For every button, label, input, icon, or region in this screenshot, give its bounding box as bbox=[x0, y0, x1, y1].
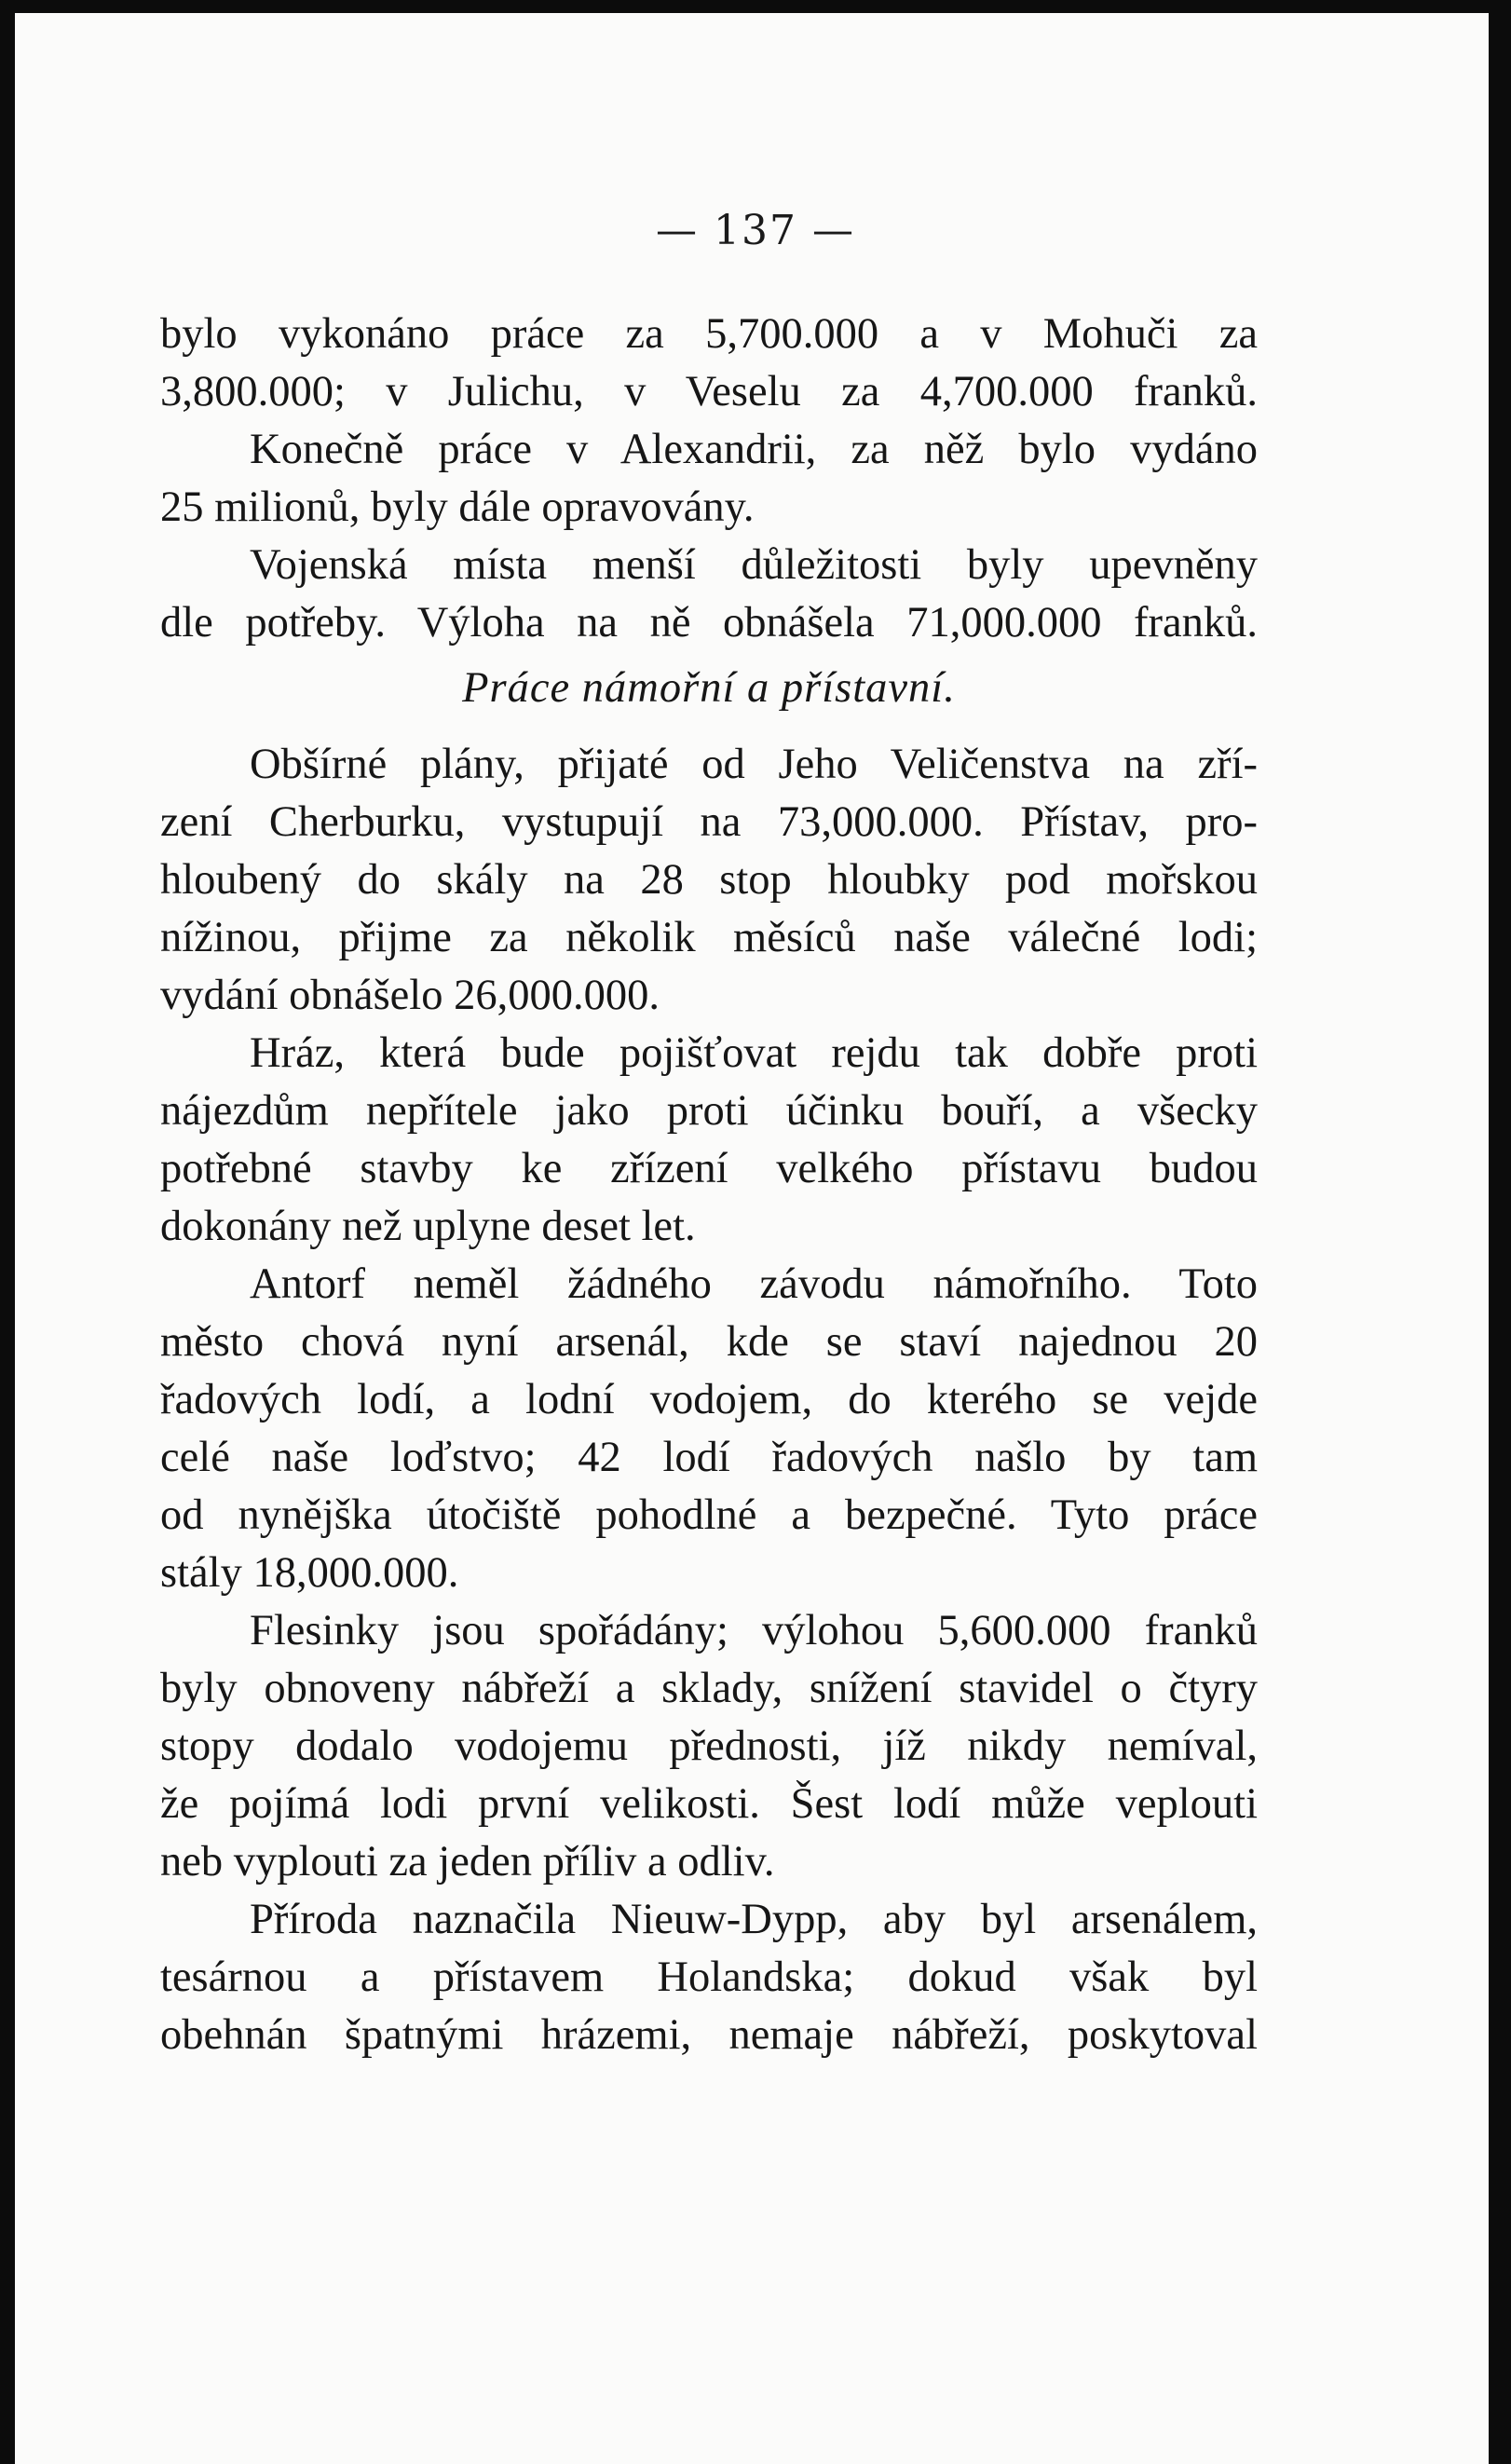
text-line: hloubený do skály na 28 stop hloubky pod mořskou bbox=[160, 856, 1258, 904]
text-line: řadových lodí, a lodní vodojem, do kterého se vejde bbox=[160, 1376, 1258, 1423]
section-heading: Práce námořní a přístavní. bbox=[462, 664, 956, 712]
scan-edge-top bbox=[0, 0, 1511, 13]
text-line: bylo vykonáno práce za 5,700.000 a v Mohuči za bbox=[160, 310, 1258, 358]
text-line: nížinou, přijme za několik měsíců naše válečné lodi; bbox=[160, 914, 1258, 961]
text-line: Příroda naznačila Nieuw-Dypp, aby byl arsenálem, bbox=[250, 1896, 1258, 1943]
text-line: od nynějška útočiště pohodlné a bezpečné. Tyto práce bbox=[160, 1491, 1258, 1539]
text-line: Flesinky jsou spořádány; výlohou 5,600.000 franků bbox=[250, 1607, 1258, 1654]
text-line: Antorf neměl žádného závodu námořního. Toto bbox=[250, 1260, 1258, 1308]
page-number: — 137 — bbox=[656, 207, 855, 254]
text-line: celé naše loďstvo; 42 lodí řadových našlo by tam bbox=[160, 1434, 1258, 1481]
text-line: zení Cherburku, vystupují na 73,000.000. Přístav, pro- bbox=[160, 798, 1258, 846]
text-line: Hráz, která bude pojišťovat rejdu tak dobře proti bbox=[250, 1029, 1258, 1077]
scan-edge-left bbox=[0, 0, 15, 2464]
text-line: Konečně práce v Alexandrii, za něž bylo vydáno bbox=[250, 426, 1258, 473]
text-line: dokonány než uplyne deset let. bbox=[160, 1203, 696, 1250]
text-line: že pojímá lodi první velikosti. Šest lodí může veplouti bbox=[160, 1780, 1258, 1828]
text-line: potřebné stavby ke zřízení velkého přístavu budou bbox=[160, 1145, 1258, 1192]
text-line: Obšírné plány, přijaté od Jeho Veličenstva na zří- bbox=[250, 741, 1258, 788]
text-line: byly obnoveny nábřeží a sklady, snížení stavidel o čtyry bbox=[160, 1665, 1258, 1712]
scan-edge-right bbox=[1489, 0, 1511, 2464]
text-line: neb vyplouti za jeden příliv a odliv. bbox=[160, 1838, 775, 1885]
text-line: stopy dodalo vodojemu přednosti, jíž nikdy nemíval, bbox=[160, 1722, 1258, 1770]
text-line: Vojenská místa menší důležitosti byly upevněny bbox=[250, 541, 1258, 589]
text-line: nájezdům nepřítele jako proti účinku bouří, a všecky bbox=[160, 1087, 1258, 1135]
body-text bbox=[160, 306, 1258, 2064]
text-line: 25 milionů, byly dále opravovány. bbox=[160, 483, 755, 531]
text-line: dle potřeby. Výloha na ně obnášela 71,000.000 franků. bbox=[160, 599, 1258, 647]
text-line: stály 18,000.000. bbox=[160, 1549, 459, 1597]
text-line: tesárnou a přístavem Holandska; dokud však byl bbox=[160, 1954, 1258, 2001]
text-line: město chová nyní arsenál, kde se staví najednou 20 bbox=[160, 1318, 1258, 1366]
text-line: 3,800.000; v Julichu, v Veselu za 4,700.000 franků. bbox=[160, 368, 1258, 415]
text-line: obehnán špatnými hrázemi, nemaje nábřeží, poskytoval bbox=[160, 2011, 1258, 2059]
text-line: vydání obnášelo 26,000.000. bbox=[160, 972, 660, 1019]
